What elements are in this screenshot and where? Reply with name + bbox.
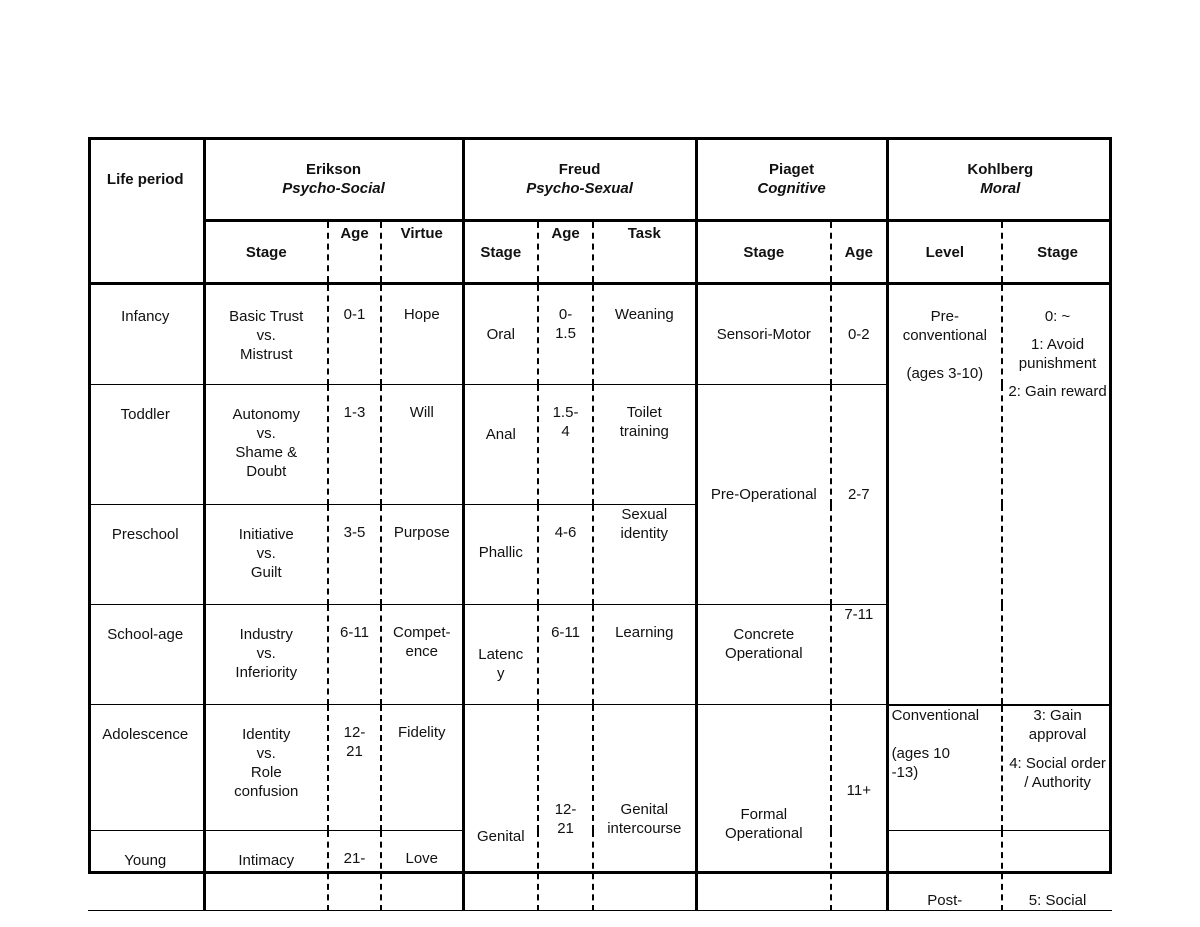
erikson-age-cell: 6-11 bbox=[328, 605, 381, 705]
erikson-name: Erikson bbox=[306, 160, 362, 178]
kohlberg-stage-cell: 3: Gain approval 4: Social order / Authority bbox=[1002, 705, 1112, 831]
kohlberg-level-header: Level bbox=[887, 221, 1002, 284]
erikson-stage-cell: Industry vs. Inferiority bbox=[204, 605, 328, 705]
freud-stage-cell: Genital bbox=[463, 705, 538, 911]
freud-task-cell: Learning bbox=[593, 605, 696, 705]
freud-age-cell: 4-6 bbox=[538, 505, 593, 605]
kohlberg-level-cell: Pre- conventional (ages 3-10) bbox=[887, 284, 1002, 705]
piaget-age-cell: 2-7 bbox=[831, 385, 887, 605]
life-period-cell: Preschool bbox=[88, 505, 204, 605]
piaget-name: Piaget bbox=[769, 160, 815, 178]
piaget-stage-header: Stage bbox=[696, 221, 831, 284]
freud-name: Freud bbox=[558, 160, 601, 178]
erikson-age-header: Age bbox=[328, 221, 381, 284]
kohlberg-stage-cell: 0: ~ 1: Avoid punishment 2: Gain reward bbox=[1002, 284, 1112, 705]
erikson-sub: Psycho-Social bbox=[282, 179, 385, 197]
kohlberg-level-cell: Post- bbox=[887, 831, 1002, 911]
piaget-stage-cell: Pre-Operational bbox=[696, 385, 831, 605]
erikson-virtue-cell: Will bbox=[381, 385, 463, 505]
erikson-virtue-cell: Fidelity bbox=[381, 705, 463, 831]
erikson-age-cell: 12- 21 bbox=[328, 705, 381, 831]
freud-task-cell: Genital intercourse bbox=[593, 705, 696, 911]
piaget-stage-cell: Sensori-Motor bbox=[696, 284, 831, 385]
erikson-stage-cell: Autonomy vs. Shame & Doubt bbox=[204, 385, 328, 505]
piaget-age-header: Age bbox=[831, 221, 887, 284]
freud-stage-cell: Oral bbox=[463, 284, 538, 385]
freud-age-cell: 1.5- 4 bbox=[538, 385, 593, 505]
kohlberg-stage-cell: 5: Social bbox=[1002, 831, 1112, 911]
erikson-header bbox=[204, 138, 463, 221]
erikson-stage-header: Stage bbox=[204, 221, 328, 284]
kohlberg-stage-header: Stage bbox=[1002, 221, 1112, 284]
piaget-stage-cell: Formal Operational bbox=[696, 705, 831, 911]
erikson-age-cell: 1-3 bbox=[328, 385, 381, 505]
freud-stage-cell: Anal bbox=[463, 385, 538, 505]
freud-sub: Psycho-Sexual bbox=[526, 179, 633, 197]
freud-task-cell: Sexual identity bbox=[593, 505, 696, 605]
freud-age-cell: 0- 1.5 bbox=[538, 284, 593, 385]
kohlberg-sub: Moral bbox=[980, 179, 1021, 197]
erikson-stage-cell: Identity vs. Role confusion bbox=[204, 705, 328, 831]
piaget-sub: Cognitive bbox=[757, 179, 826, 197]
freud-stage-header: Stage bbox=[463, 221, 538, 284]
kohlberg-name: Kohlberg bbox=[967, 160, 1034, 178]
freud-header bbox=[463, 138, 696, 221]
kohlberg-header bbox=[887, 138, 1112, 221]
erikson-virtue-cell: Compet- ence bbox=[381, 605, 463, 705]
erikson-age-cell: 3-5 bbox=[328, 505, 381, 605]
freud-stage-cell: Phallic bbox=[463, 505, 538, 605]
erikson-virtue-header: Virtue bbox=[381, 221, 463, 284]
piaget-header bbox=[696, 138, 887, 221]
erikson-stage-cell: Intimacy bbox=[204, 831, 328, 911]
freud-age-header: Age bbox=[538, 221, 593, 284]
erikson-virtue-cell: Love bbox=[381, 831, 463, 911]
life-period-cell: School-age bbox=[88, 605, 204, 705]
freud-task-cell: Toilet training bbox=[593, 385, 696, 505]
life-period-cell: Toddler bbox=[88, 385, 204, 505]
piaget-age-cell: 7-11 bbox=[831, 605, 887, 705]
erikson-virtue-cell: Hope bbox=[381, 284, 463, 385]
erikson-age-cell: 21- bbox=[328, 831, 381, 911]
kohlberg-level-cell: Conventional (ages 10 -13) bbox=[887, 705, 1002, 831]
erikson-virtue-cell: Purpose bbox=[381, 505, 463, 605]
freud-age-cell: 6-11 bbox=[538, 605, 593, 705]
freud-stage-cell: Latenc y bbox=[463, 605, 538, 705]
life-period-cell: Adolescence bbox=[88, 705, 204, 831]
freud-task-cell: Weaning bbox=[593, 284, 696, 385]
freud-task-header: Task bbox=[593, 221, 696, 284]
life-period-cell: Infancy bbox=[88, 284, 204, 385]
erikson-stage-cell: Initiative vs. Guilt bbox=[204, 505, 328, 605]
piaget-age-cell: 0-2 bbox=[831, 284, 887, 385]
freud-age-cell: 12- 21 bbox=[538, 705, 593, 911]
piaget-age-cell: 11+ bbox=[831, 705, 887, 911]
piaget-stage-cell: Concrete Operational bbox=[696, 605, 831, 705]
development-theories-table bbox=[88, 137, 1112, 909]
life-period-header: Life period bbox=[88, 138, 204, 284]
erikson-age-cell: 0-1 bbox=[328, 284, 381, 385]
erikson-stage-cell: Basic Trust vs. Mistrust bbox=[204, 284, 328, 385]
life-period-cell: Young bbox=[88, 831, 204, 911]
